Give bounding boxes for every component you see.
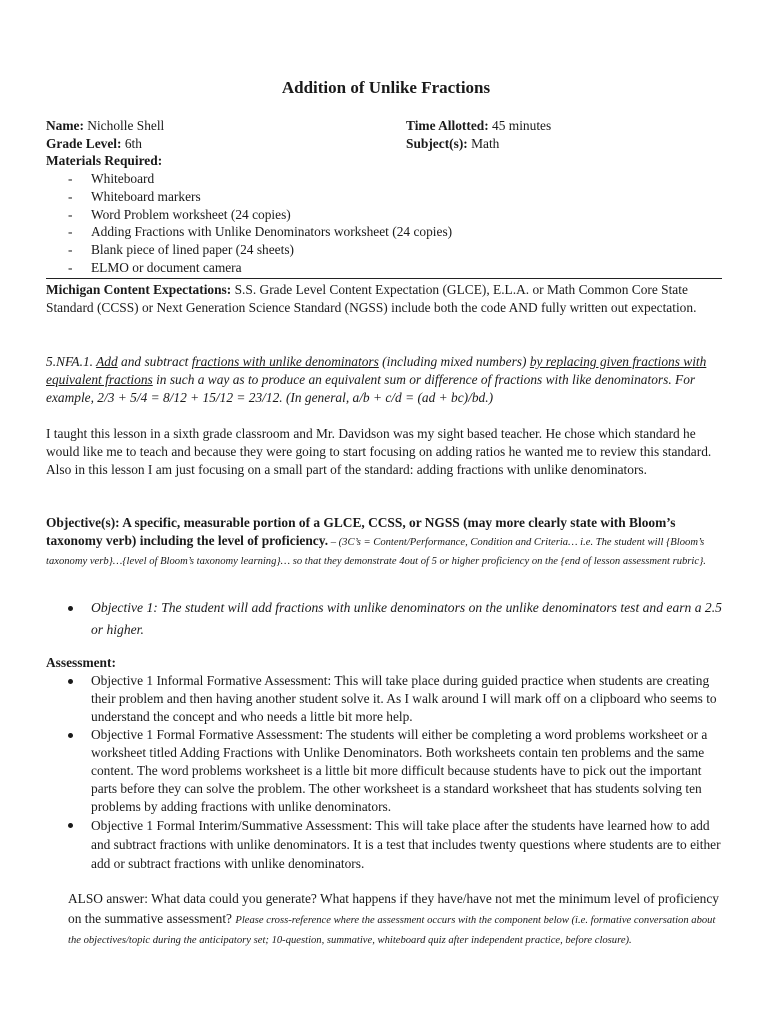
document-title: Addition of Unlike Fractions bbox=[281, 78, 491, 97]
name-value: Nicholle Shell bbox=[83, 118, 165, 133]
expectations-text: S.S. Grade Level Content Expectation (GLCE), E.L.A. or Math Common Core State Standard (CCSS) or Next Generation Science Standard (NGSS) include both the code AND fully written out expectation. bbox=[46, 282, 697, 315]
assessment-list bbox=[46, 672, 726, 873]
grade-label: Grade Level: bbox=[46, 136, 122, 151]
objective-list bbox=[46, 597, 726, 641]
list-item: - Adding Fractions with Unlike Denominators worksheet (24 copies) bbox=[68, 224, 453, 240]
list-item: - Blank piece of lined paper (24 sheets) bbox=[68, 242, 295, 258]
time-value: 45 minutes bbox=[488, 118, 552, 133]
section-divider bbox=[46, 278, 722, 279]
also-answer-paragraph bbox=[46, 889, 726, 949]
list-item: Objective 1 Formal Interim/Summative Assessment: This will take place after the students have learned how to add and subtract fractions with unlike denominators. It is a test that includes twenty questions where students are to either add or subtract fractions with unlike denominators. bbox=[46, 816, 726, 873]
objectives-heading: Objective(s): A specific, measurable portion of a GLCE, CCSS, or NGSS (may more clearly state with Bloom’s taxonomy verb) including the level of proficiency. bbox=[46, 515, 676, 548]
materials-list bbox=[46, 170, 452, 277]
also-answer-note: Please cross-reference where the assessment occurs with the component below (i.e. formative conversation about the objectives/topic during the anticipatory set; 10-question, summative, whiteboard quiz after independent practice, before closure). bbox=[68, 915, 716, 946]
dash-bullet-icon: - bbox=[68, 188, 73, 204]
bullet-icon bbox=[68, 606, 73, 611]
subject-field bbox=[406, 135, 499, 153]
time-label: Time Allotted: bbox=[406, 118, 489, 133]
dash-bullet-icon: - bbox=[68, 206, 73, 222]
bullet-icon bbox=[68, 733, 73, 738]
dash-bullet-icon: - bbox=[68, 259, 73, 275]
list-item: Objective 1 Formal Formative Assessment: The students will either be completing a word problems worksheet or a worksheet titled Adding Fractions with Unlike Denominators. Both worksheets contain ten problems and the same content. The word problems worksheet is a little bit more difficult because students have to pick out the important parts before they can solve the problem. The other worksheet is a standard worksheet that has students solving ten problems by adding fractions with unlike denominators. bbox=[46, 726, 726, 816]
grade-field bbox=[46, 135, 142, 153]
name-field bbox=[46, 117, 164, 135]
standard-paragraph: 5.NFA.1. Add and subtract fractions with unlike denominators (including mixed numbers) by replacing given fractions with equivalent fractions in such a way as to produce an equivalent sum or difference of fractions with like denominators. For example, 2/3 + 5/4 = 8/12 + 15/12 = 23/12. (In general, a/b + c/d = (ad + bc)/bd.) bbox=[46, 354, 707, 405]
narrative-paragraph: I taught this lesson in a sixth grade classroom and Mr. Davidson was my sight based teacher. He chose which standard he would like me to teach and because they were going to start focusing on adding ratios he wanted me to review this standard. Also in this lesson I am just focusing on a small part of the standard: adding fractions with unlike denominators. bbox=[46, 426, 712, 477]
objectives-section bbox=[46, 514, 726, 570]
subject-label: Subject(s): bbox=[406, 136, 468, 151]
bullet-icon bbox=[68, 823, 73, 828]
grade-value: 6th bbox=[121, 136, 142, 151]
subject-value: Math bbox=[467, 136, 500, 151]
list-item: - Whiteboard markers bbox=[68, 188, 201, 204]
list-item: Objective 1: The student will add fractions with unlike denominators on the unlike denominators test and earn a 2.5 or higher. bbox=[46, 597, 726, 641]
expectations-label: Michigan Content Expectations: bbox=[46, 282, 232, 297]
list-item: - Whiteboard bbox=[68, 171, 155, 186]
list-item: - ELMO or document camera bbox=[68, 259, 242, 275]
also-answer-text: ALSO answer: What data could you generate? What happens if they have/have not met the minimum level of proficiency on the summative assessment? bbox=[68, 891, 719, 926]
time-field bbox=[406, 117, 551, 135]
materials-heading: Materials Required: bbox=[46, 153, 163, 168]
expectations-paragraph bbox=[46, 281, 726, 317]
dash-bullet-icon: - bbox=[68, 171, 73, 186]
objectives-note: – (3C’s = Content/Performance, Condition and Criteria… i.e. The student will {Bloom’s taxonomy verb}…{level of Bloom’s taxonomy learning}… so that they demonstrate 4out of 5 or higher proficiency on the {end of lesson assessment rubric}. bbox=[46, 537, 706, 567]
list-item: Objective 1 Informal Formative Assessment: This will take place during guided practice when students are creating their problem and then having another student solve it. As I walk around I will mark off on a clipboard who seems to understand the concept and who needs a little bit more help. bbox=[46, 672, 726, 726]
name-label: Name: bbox=[46, 118, 84, 133]
list-item: - Word Problem worksheet (24 copies) bbox=[68, 206, 291, 222]
dash-bullet-icon: - bbox=[68, 242, 73, 258]
assessment-heading: Assessment: bbox=[46, 655, 116, 670]
bullet-icon bbox=[68, 679, 73, 684]
dash-bullet-icon: - bbox=[68, 224, 73, 240]
